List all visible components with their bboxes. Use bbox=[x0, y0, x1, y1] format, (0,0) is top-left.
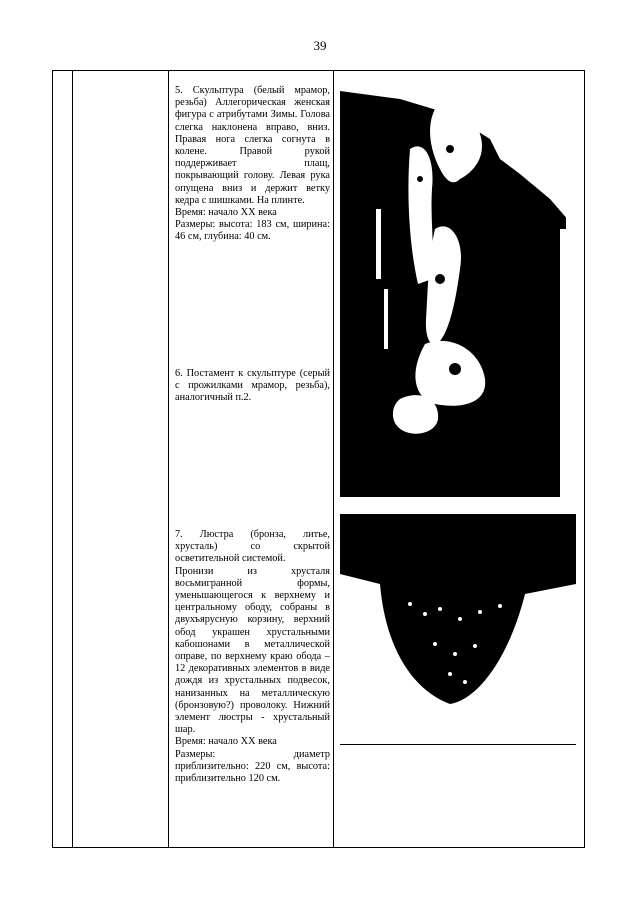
chandelier-image bbox=[340, 514, 576, 754]
item-7-dimensions: Размеры: диаметр приблизительно: 220 см, высота: приблизительно 120 см. bbox=[175, 748, 330, 785]
item-5-dimensions: Размеры: высота: 183 см, ширина: 46 см, глубина: 40 см. bbox=[175, 219, 330, 243]
column-divider-3 bbox=[333, 71, 334, 847]
item-5-text: 5. Скульптура (белый мрамор, резьба) Аллегорическая женская фигура с атрибутами Зимы. Голова слегка наклонена вправо, вниз. Правая нога слегка согнута в колене. Правой рукой поддерживает плащ, покрывающий голову. Левая рука опущена вниз и держит ветку кедра с шишками. На плинте. bbox=[175, 85, 330, 206]
sculpture-image bbox=[340, 79, 576, 504]
item-5-description bbox=[175, 85, 330, 244]
item-7-text: Пронизи из хрусталя восьмигранной формы, уменьшающегося к верхнему и центральному ободу, собраны в двухъярусную корзину, верхний обод украшен хрустальными кабошонами в металлической оправе, по верхнему краю обода – 12 декоративных элементов в виде дождя из хрустальных подвесок, нанизанных на металлическую (бронзовую?) проволоку. Нижний элемент люстры - хрустальный шар. bbox=[175, 565, 330, 736]
item-7-description bbox=[175, 529, 330, 785]
item-7-title: 7. Люстра (бронза, литье, хрусталь) со скрытой осветительной системой. bbox=[175, 529, 330, 565]
item-5-time: Время: начало XX века bbox=[175, 207, 277, 219]
chandelier-photo bbox=[340, 514, 576, 754]
sculpture-photo bbox=[340, 79, 576, 504]
page-number: 39 bbox=[313, 38, 327, 53]
column-divider-2 bbox=[168, 71, 169, 847]
inventory-table bbox=[52, 70, 585, 848]
item-6-description bbox=[175, 368, 330, 405]
item-7-time: Время: начало XX века bbox=[175, 736, 277, 748]
item-6-text: 6. Постамент к скульптуре (серый с прожилками мрамор, резьба), аналогичный п.2. bbox=[175, 368, 330, 404]
column-divider-1 bbox=[72, 71, 73, 847]
